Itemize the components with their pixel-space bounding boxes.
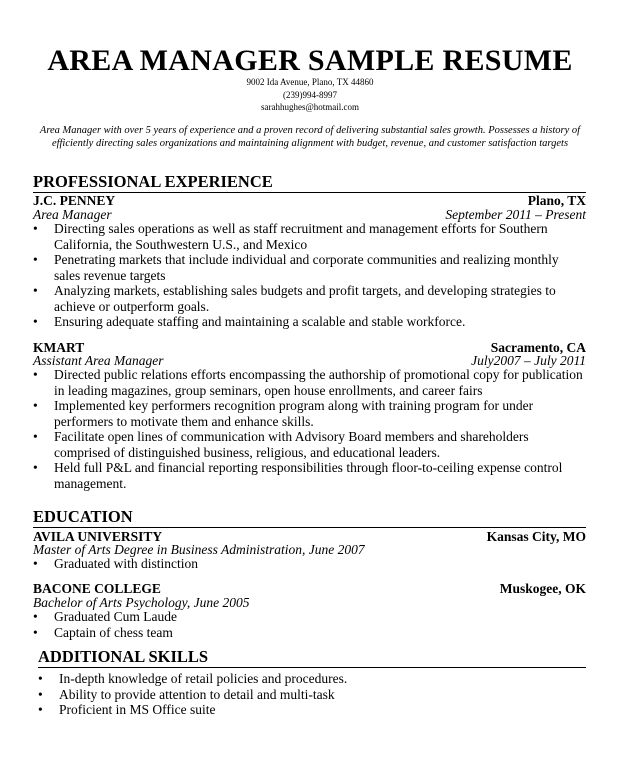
list-item xyxy=(38,702,586,718)
bullet-text: Directed public relations efforts encompassing the authorship of promotional copy for publication in leading magazines, group seminars, open house enrollments, and career fairs xyxy=(54,367,583,398)
list-item xyxy=(33,252,586,283)
job-dates: July2007 – July 2011 xyxy=(471,353,586,368)
bullet-icon: • xyxy=(33,609,38,624)
bullet-text: Graduated with distinction xyxy=(54,556,198,571)
job-bullets-jcpenney xyxy=(33,221,586,330)
bullet-text: Analyzing markets, establishing sales budgets and profit targets, and developing strategies to achieve or outperform goals. xyxy=(54,283,556,314)
list-item xyxy=(33,625,586,641)
school-bullets-bacone xyxy=(33,609,586,640)
summary-paragraph: Area Manager with over 5 years of experience and a proven record of delivering substantial sales growth. Possesses a history of efficiently directing sales organizations and maintaining alignment with budget, revenue, and customer satisfaction targets xyxy=(39,125,581,149)
job-title: Area Manager xyxy=(33,207,112,222)
bullet-icon: • xyxy=(38,686,43,702)
bullet-icon: • xyxy=(33,429,38,444)
skills-heading: ADDITIONAL SKILLS xyxy=(38,647,586,668)
school-degree: Bachelor of Arts Psychology, June 2005 xyxy=(33,595,250,610)
bullet-text: Proficient in MS Office suite xyxy=(59,702,216,717)
list-item xyxy=(33,314,586,330)
job-company: KMART xyxy=(33,340,85,355)
list-item xyxy=(33,429,586,460)
list-item xyxy=(33,221,586,252)
job-bullets-kmart xyxy=(33,367,586,491)
bullet-icon: • xyxy=(33,460,38,475)
bullet-text: Captain of chess team xyxy=(54,624,173,640)
bullet-text: Graduated Cum Laude xyxy=(54,609,177,624)
contact-email[interactable]: sarahhughes@hotmail.com xyxy=(260,102,359,112)
job-location: Plano, TX xyxy=(527,193,586,208)
list-item xyxy=(33,609,586,625)
experience-heading: PROFESSIONAL EXPERIENCE xyxy=(33,172,586,193)
bullet-text: Ability to provide attention to detail and multi-task xyxy=(59,686,335,702)
bullet-icon: • xyxy=(33,624,38,640)
bullet-icon: • xyxy=(33,283,38,298)
list-item xyxy=(33,283,586,314)
list-item xyxy=(33,556,586,572)
bullet-icon: • xyxy=(33,221,38,236)
school-bullets-avila xyxy=(33,556,586,572)
job-location: Sacramento, CA xyxy=(490,340,586,355)
list-item xyxy=(38,671,586,687)
bullet-icon: • xyxy=(38,671,43,686)
school-location: Muskogee, OK xyxy=(499,581,586,596)
list-item xyxy=(33,367,586,398)
bullet-text: Held full P&L and financial reporting responsibilities through floor-to-ceiling expense control management. xyxy=(54,460,563,491)
bullet-icon: • xyxy=(33,398,38,413)
bullet-text: Directing sales operations as well as staff recruitment and management efforts for Southern California, the Southwestern U.S., and Mexico xyxy=(54,221,548,252)
school-degree: Master of Arts Degree in Business Administration, June 2007 xyxy=(33,542,365,557)
school-name: AVILA UNIVERSITY xyxy=(33,529,163,544)
job-dates: September 2011 – Present xyxy=(445,207,586,222)
bullet-icon: • xyxy=(33,367,38,382)
bullet-icon: • xyxy=(33,314,38,329)
bullet-text: Penetrating markets that include individual and corporate communities and realizing monthly sales revenue targets xyxy=(54,252,559,283)
contact-address: 9002 Ida Avenue, Plano, TX 44860 xyxy=(246,77,374,87)
list-item xyxy=(33,460,586,491)
list-item xyxy=(33,398,586,429)
list-item xyxy=(38,687,586,703)
resume-title: AREA MANAGER SAMPLE RESUME xyxy=(47,44,573,77)
bullet-text: In-depth knowledge of retail policies and procedures. xyxy=(59,671,348,686)
school-name: BACONE COLLEGE xyxy=(33,581,161,596)
bullet-text: Ensuring adequate staffing and maintaining a scalable and stable workforce. xyxy=(54,314,466,329)
bullet-text: Facilitate open lines of communication with Advisory Board members and shareholders comprised of distinguished business, religious, and educational leaders. xyxy=(54,429,529,460)
school-location: Kansas City, MO xyxy=(486,529,586,544)
job-title: Assistant Area Manager xyxy=(33,353,164,368)
bullet-icon: • xyxy=(33,556,38,571)
bullet-text: Implemented key performers recognition program along with training program for under performers to motivate them and enhance skills. xyxy=(54,398,534,429)
bullet-icon: • xyxy=(33,252,38,267)
job-company: J.C. PENNEY xyxy=(33,193,116,208)
bullet-icon: • xyxy=(38,702,43,717)
education-heading: EDUCATION xyxy=(33,507,586,528)
contact-phone: (239)994-8997 xyxy=(283,90,337,100)
skills-bullets xyxy=(38,671,586,718)
